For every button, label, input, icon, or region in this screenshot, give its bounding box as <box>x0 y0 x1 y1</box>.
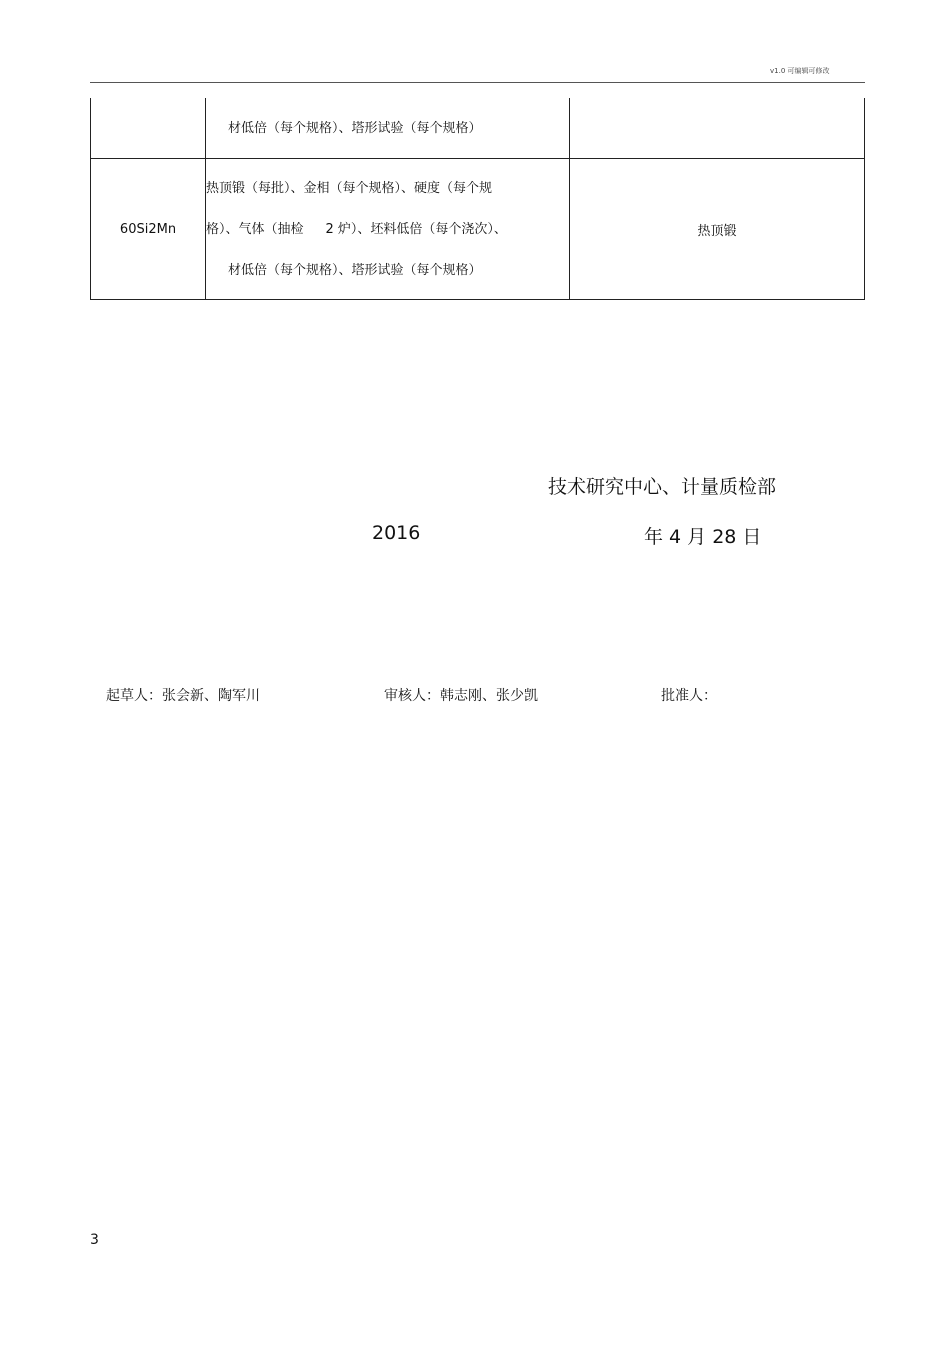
items-line-part: 格）、气体（抽检 <box>206 221 304 237</box>
items-cell <box>206 98 570 159</box>
items-line <box>206 209 569 250</box>
table-row <box>91 98 865 159</box>
inspection-table <box>90 98 865 300</box>
table-row <box>91 159 865 300</box>
grade-cell: 60Si2Mn <box>91 159 206 300</box>
date-month-day: 年 4 月 28 日 <box>644 526 762 548</box>
department-signature: 技术研究中心、计量质检部 <box>548 476 777 498</box>
items-line: 材低倍（每个规格）、塔形试验（每个规格） <box>228 120 482 136</box>
page-number: 3 <box>90 1232 99 1248</box>
approver-label: 批准人： <box>661 688 717 704</box>
method-cell <box>570 98 865 159</box>
reviewer-label: 审核人：韩志刚、张少凯 <box>384 688 538 704</box>
grade-cell <box>91 98 206 159</box>
items-line: 热顶锻（每批）、金相（每个规格）、硬度（每个规 <box>206 180 493 196</box>
items-line: 材低倍（每个规格）、塔形试验（每个规格） <box>228 262 482 278</box>
items-line-part: 2 炉）、坯料低倍（每个浇次）、 <box>325 221 507 237</box>
version-note: v1.0 可编辑可修改 <box>770 67 830 75</box>
header-divider <box>90 82 865 83</box>
items-cell <box>206 159 570 300</box>
method-cell: 热顶锻 <box>570 159 865 300</box>
date-year: 2016 <box>372 522 421 544</box>
drafter-label: 起草人：张会新、陶军川 <box>106 688 260 704</box>
